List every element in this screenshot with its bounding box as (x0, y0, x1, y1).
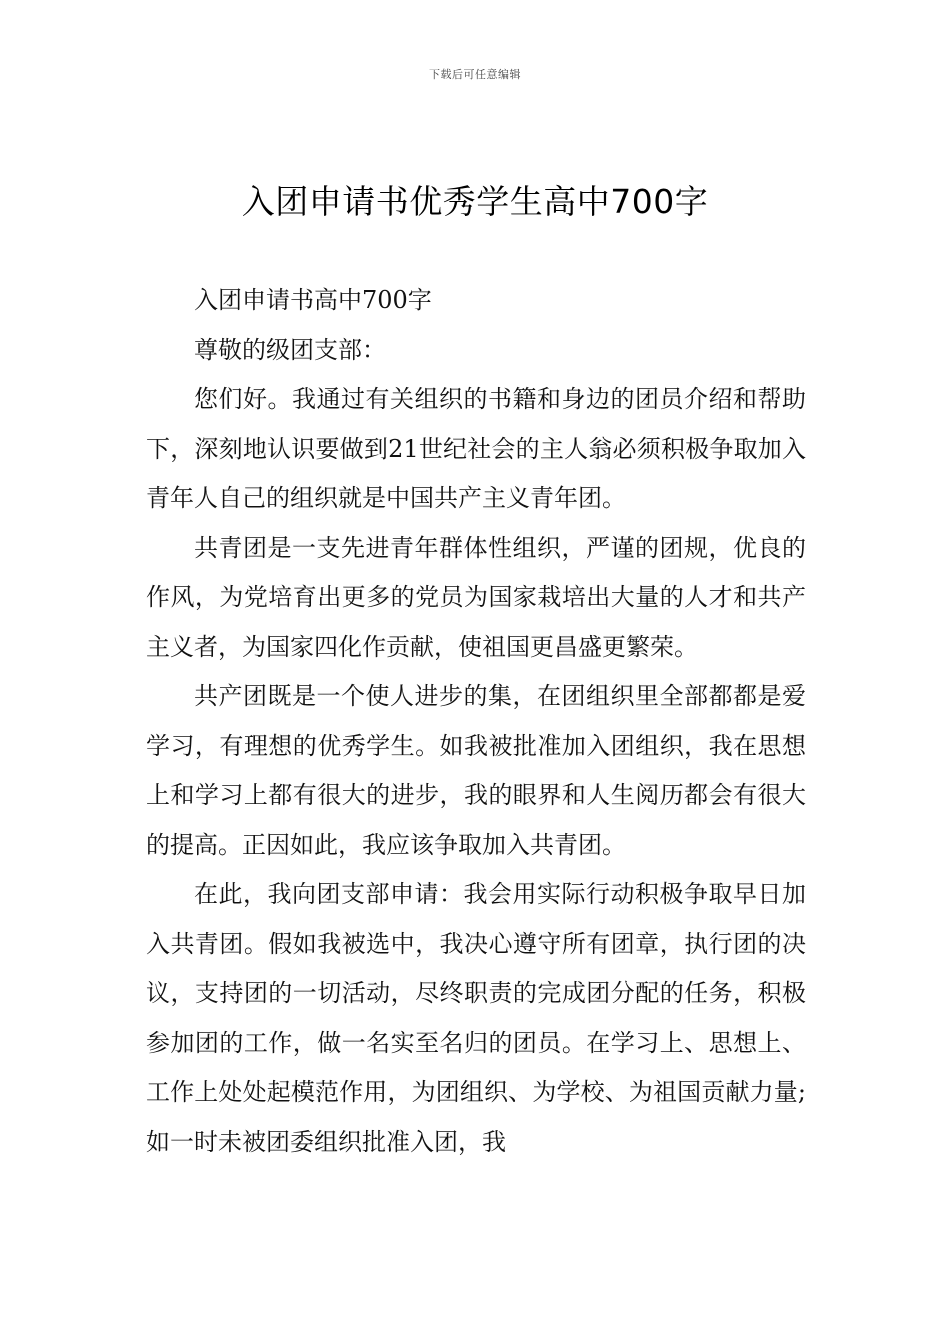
body-paragraph: 在此，我向团支部申请：我会用实际行动积极争取早日加入共青团。假如我被选中，我决心遵守所有团章，执行团的决议，支持团的一切活动，尽终职责的完成团分配的任务，积极参加团的工作，做一名实至名归的团员。在学习上、思想上、工作上处处起模范作用，为团组织、为学校、为祖国贡献力量;如一时未被团委组织批准入团，我 (146, 880, 806, 1156)
subtitle-paragraph: 入团申请书高中700字 (194, 286, 432, 314)
salutation-paragraph: 尊敬的级团支部： (194, 335, 386, 364)
document-title: 入团申请书优秀学生高中700字 (241, 182, 709, 221)
body-paragraph: 共产团既是一个使人进步的集，在团组织里全部都都是爱学习，有理想的优秀学生。如我被批准加入团组织，我在思想上和学习上都有很大的进步，我的眼界和人生阅历都会有很大的提高。正因如此，我应该争取加入共青团。 (146, 682, 806, 859)
body-paragraph: 共青团是一支先进青年群体性组织，严谨的团规，优良的作风，为党培育出更多的党员为国家栽培出大量的人才和共产主义者，为国家四化作贡献，使祖国更昌盛更繁荣。 (146, 533, 806, 661)
document-body (146, 276, 806, 1167)
header-note: 下载后可任意编辑 (429, 68, 521, 81)
body-paragraph: 您们好。我通过有关组织的书籍和身边的团员介绍和帮助下，深刻地认识要做到21世纪社会的主人翁必须积极争取加入青年人自己的组织就是中国共产主义青年团。 (146, 385, 806, 512)
